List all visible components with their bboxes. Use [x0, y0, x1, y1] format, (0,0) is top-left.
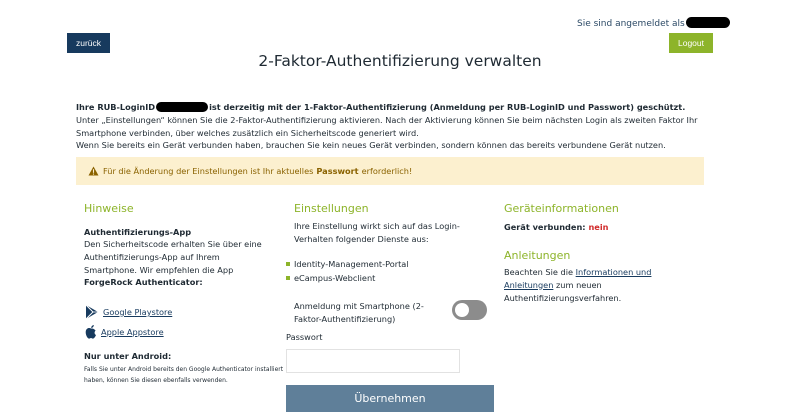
einstellungen-description: Ihre Einstellung wirkt sich auf das Login-Verhalten folgender Dienste aus: [294, 221, 460, 244]
list-item [286, 257, 409, 271]
submit-button[interactable]: Übernehmen [286, 385, 494, 412]
anleitungen-link[interactable]: Anleitungen [504, 279, 554, 290]
password-label: Passwort [286, 332, 323, 342]
anleitungen-heading: Anleitungen [504, 249, 571, 262]
device-status-label: Gerät verbunden: [504, 222, 586, 232]
intro-line1-b: ist derzeitig mit der 1-Faktor-Authentifizierung (Anmeldung per RUB-LoginID und Passwort) geschützt. [209, 102, 686, 112]
apple-appstore-label: Apple Appstore [101, 327, 164, 337]
smartphone-2fa-toggle[interactable] [452, 300, 487, 320]
einstellungen-heading: Einstellungen [294, 202, 369, 215]
intro-line1-a: Ihre RUB-LoginID [76, 102, 156, 112]
auth-app-heading: Authentifizierungs-App [84, 227, 192, 237]
page-title: 2-Faktor-Authentifizierung verwalten [258, 52, 542, 70]
password-warning [76, 157, 704, 185]
apple-icon [84, 324, 98, 340]
anleitungen-text-before: Beachten Sie die [504, 267, 574, 277]
anleitungen-description [504, 266, 684, 304]
intro-line2: Unter „Einstellungen“ können Sie die 2-Faktor-Authentifizierung aktivieren. Nach der Aktivierung können Sie beim nächsten Login als zweiten Faktor Ihr Smartphone verbinden, über welches zusätzlich ein Sicherheitscode generiert wird. [76, 114, 698, 138]
google-play-icon [84, 304, 100, 320]
device-connected-status [504, 221, 608, 234]
smartphone-toggle-label: Anmeldung mit Smartphone (2-Faktor-Authentifizierung) [294, 301, 424, 324]
warning-text-after: erforderlich! [361, 166, 413, 176]
geraeteinformationen-heading: Geräteinformationen [504, 202, 619, 215]
anleitungen-text-after: zum neuen Authentifizierungsverfahren. [504, 279, 622, 303]
device-status-value: nein [588, 222, 609, 232]
auth-app-desc-text: Den Sicherheitscode erhalten Sie über eine Authentifizierungs-App auf Ihrem Smartphone. Wir empfehlen die App [84, 239, 262, 275]
bullet-icon [286, 262, 290, 266]
list-item [286, 271, 409, 285]
redacted-login-id [156, 102, 208, 112]
auth-app-name: ForgeRock Authenticator: [84, 277, 203, 288]
warning-text-before: Für die Änderung der Einstellungen ist Ihr aktuelles [103, 166, 314, 176]
logged-in-info [577, 18, 730, 29]
service-list [286, 257, 409, 285]
auth-app-description [84, 238, 274, 289]
intro-text [76, 101, 716, 152]
back-button[interactable]: zurück [67, 33, 110, 53]
google-playstore-label: Google Playstore [103, 307, 173, 317]
warning-icon [88, 166, 99, 176]
hinweise-heading: Hinweise [84, 202, 134, 215]
service-name: eCampus-Webclient [294, 273, 376, 283]
android-heading: Nur unter Android: [84, 351, 172, 361]
google-playstore-link[interactable] [84, 304, 172, 320]
warning-bold: Passwort [316, 166, 359, 176]
logged-in-text: Sie sind angemeldet als [577, 19, 685, 29]
redacted-username [686, 17, 730, 28]
bullet-icon [286, 276, 290, 280]
password-input[interactable] [286, 349, 460, 373]
informationen-link[interactable]: Informationen und [575, 267, 652, 277]
logout-button[interactable]: Logout [669, 33, 713, 53]
intro-line3: Wenn Sie bereits ein Gerät verbunden haben, brauchen Sie kein neues Gerät verbinden, sondern können das bereits verbundene Gerät nutzen. [76, 140, 666, 151]
apple-appstore-link[interactable] [84, 324, 164, 340]
toggle-knob [455, 303, 469, 317]
android-note: Falls Sie unter Android bereits den Google Authenticator installiert haben, können Sie diesen ebenfalls verwenden. [84, 366, 284, 384]
service-name: Identity-Management-Portal [294, 259, 409, 269]
